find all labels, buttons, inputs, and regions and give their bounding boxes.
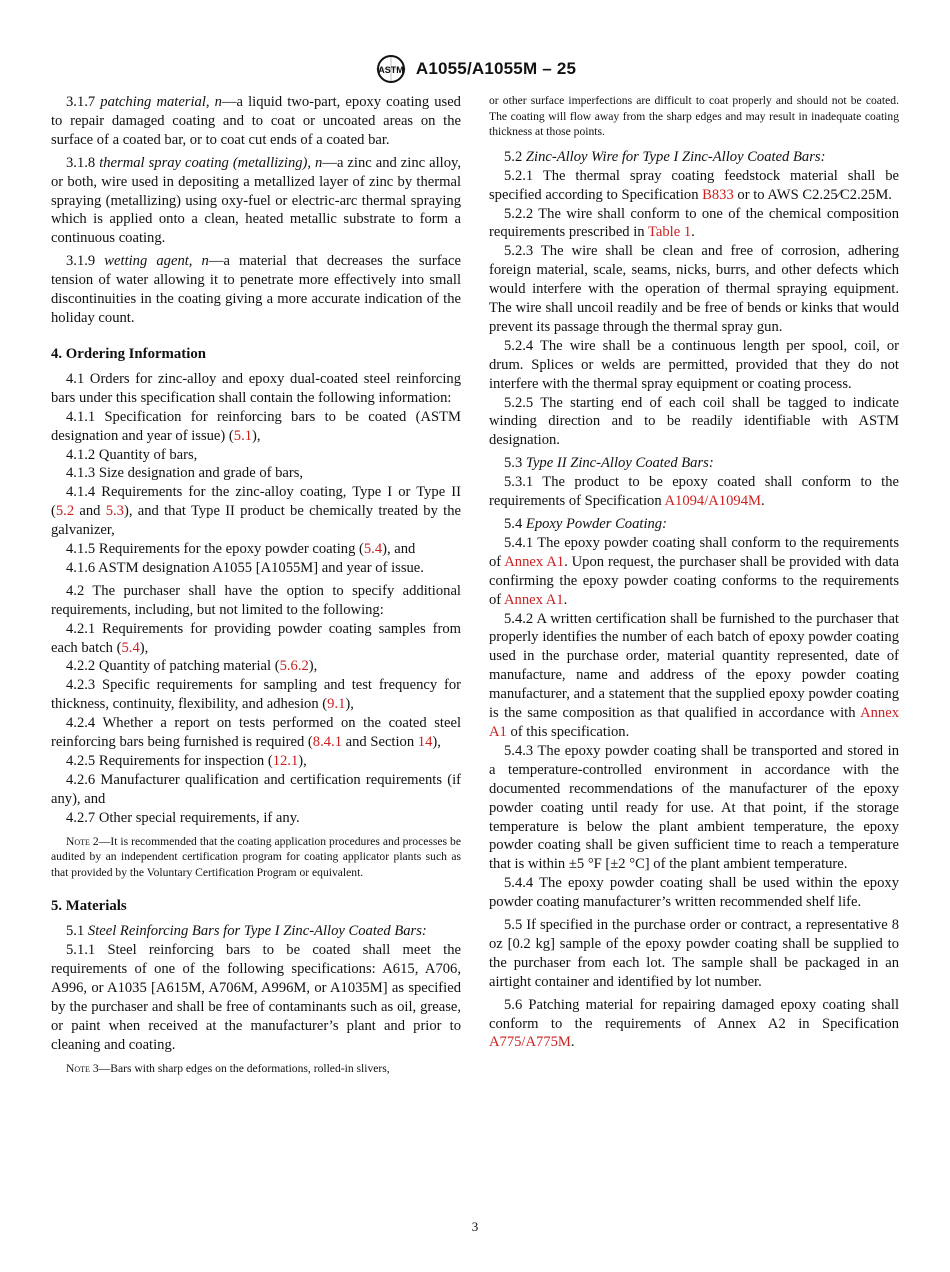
paragraph-5-2-4: 5.2.4 The wire shall be a continuous length per spool, coil, or drum. Splices or welds are permitted, provided that they do not interfere with the thermal spray equipment or coating process. xyxy=(489,337,899,392)
ref-a775-link[interactable]: A775/A775M xyxy=(489,1034,571,1051)
paragraph-5-4-2: 5.4.2 A written certification shall be furnished to the purchaser that properly identifies the number of each batch of epoxy powder coating used in the purchase order, material quantity represented, date of manufacture, name and address of the epoxy powder coating manufacturer, and a statement that the supplied epoxy powder coating is the same composition as that qualified in accordance with Annex A1 of this specification. xyxy=(489,610,899,740)
paragraph-4-1-6: 4.1.6 ASTM designation A1055 [A1055M] and year of issue. xyxy=(66,559,424,576)
left-column xyxy=(51,93,461,1088)
ref-annex-a1-link[interactable]: Annex A1 xyxy=(489,705,899,740)
ref-a1094-link[interactable]: A1094/A1094M xyxy=(664,493,761,510)
paragraph-4-2-3: 4.2.3 Specific requirements for sampling and test frequency for thickness, continuity, flexibility, and adhesion (9.1), xyxy=(51,677,461,713)
ref-annex-a1-link[interactable]: Annex A1 xyxy=(504,553,565,570)
paragraph-4-1: 4.1 Orders for zinc-alloy and epoxy dual-coated steel reinforcing bars under this specification shall contain the following information: xyxy=(51,370,461,406)
paragraph-5-3: 5.3 Type II Zinc-Alloy Coated Bars: xyxy=(504,455,714,472)
ref-b833-link[interactable]: B833 xyxy=(702,186,734,203)
paragraph-5-2-2: 5.2.2 The wire shall conform to one of the chemical composition requirements prescribed in Table 1. xyxy=(489,205,899,241)
paragraph-5-2-1: 5.2.1 The thermal spray coating feedstock material shall be specified according to Specification B833 or to AWS C2.25⁄C2.25M. xyxy=(489,167,899,203)
paragraph-5-2: 5.2 Zinc-Alloy Wire for Type I Zinc-Alloy Coated Bars: xyxy=(504,148,826,165)
paragraph-4-2-2: 4.2.2 Quantity of patching material (5.6.2), xyxy=(66,658,318,675)
paragraph-4-2-6: 4.2.6 Manufacturer qualification and certification requirements (if any), and xyxy=(51,771,461,807)
paragraph-4-2: 4.2 The purchaser shall have the option to specify additional requirements, including, but not limited to the following: xyxy=(51,582,461,618)
paragraph-5-6: 5.6 Patching material for repairing damaged epoxy coating shall conform to the requirements of Annex A2 in Specification A775/A775M. xyxy=(489,996,899,1051)
note-2: Note 2—It is recommended that the coating application procedures and processes be audited by an independent certification program for coating applicator plants such as that provided by the Voluntary Certification Program or equivalent. xyxy=(51,834,461,879)
ref-5-6-2-link[interactable]: 5.6.2 xyxy=(279,658,309,675)
ref-8-4-1-link[interactable]: 8.4.1 xyxy=(312,734,342,751)
paragraph-3-1-7: 3.1.7 patching material, n—a liquid two-part, epoxy coating used to repair damaged coating and to coat or uncoated areas on the surface of a coated bar, or to coat cut ends of a coated bar. xyxy=(51,94,461,148)
paragraph-4-2-4: 4.2.4 Whether a report on tests performed on the coated steel reinforcing bars being furnished is required (8.4.1 and Section 14), xyxy=(51,715,461,751)
ref-5-3-link[interactable]: 5.3 xyxy=(105,503,124,520)
paragraph-4-2-7: 4.2.7 Other special requirements, if any. xyxy=(66,809,300,826)
paragraph-4-2-1: 4.2.1 Requirements for providing powder coating samples from each batch (5.4), xyxy=(51,620,461,656)
paragraph-3-1-8: 3.1.8 thermal spray coating (metallizing), n—a zinc and zinc alloy, or both, wire used in depositing a metallized layer of zinc by thermal spraying (metallizing) using oxy-fuel or electric-arc thermal spraying which is applied onto a clean, heated metallic substrate to form a continuous coating. xyxy=(51,154,461,247)
ref-9-1-link[interactable]: 9.1 xyxy=(327,696,346,713)
paragraph-4-1-5: 4.1.5 Requirements for the epoxy powder coating (5.4), and xyxy=(66,541,416,558)
svg-text:ASTM: ASTM xyxy=(378,65,404,75)
paragraph-5-5: 5.5 If specified in the purchase order or contract, a representative 8 oz [0.2 kg] sample of the epoxy powder coating shall be supplied to the purchaser from each lot. The sample shall be packaged in an airtight container and identified by lot number. xyxy=(489,917,899,990)
paragraph-4-1-3: 4.1.3 Size designation and grade of bars, xyxy=(66,465,304,482)
astm-logo-icon xyxy=(374,54,408,84)
paragraph-5-4-1: 5.4.1 The epoxy powder coating shall conform to the requirements of Annex A1. Upon request, the purchaser shall be provided with data confirming the epoxy powder coating conforms to the requirements of Annex A1. xyxy=(489,534,900,608)
ref-section-14-link[interactable]: 14 xyxy=(417,734,433,751)
ref-5-4-link[interactable]: 5.4 xyxy=(121,639,140,656)
paragraph-5-1: 5.1 Steel Reinforcing Bars for Type I Zinc-Alloy Coated Bars: xyxy=(66,923,427,940)
page-header xyxy=(0,54,950,84)
paragraph-5-2-3: 5.2.3 The wire shall be clean and free of corrosion, adhering foreign material, scale, seams, nicks, burrs, and other defects which would interfere with the operation of thermal spraying equipment. The wire shall uncoil readily and be free of bends or kinks that would prevent its passage through the thermal spray gun. xyxy=(489,243,899,335)
ref-annex-a1-link[interactable]: Annex A1 xyxy=(504,591,564,608)
ref-5-1-link[interactable]: 5.1 xyxy=(233,427,253,444)
paragraph-5-2-5: 5.2.5 The starting end of each coil shall be tagged to indicate winding direction and to be readily identifiable with ASTM designation. xyxy=(489,394,899,449)
paragraph-5-3-1: 5.3.1 The product to be epoxy coated shall conform to the requirements of Specification A1094/A1094M. xyxy=(489,474,899,510)
paragraph-5-4-4: 5.4.4 The epoxy powder coating shall be used within the epoxy powder coating manufacturer’s written recommended shelf life. xyxy=(489,875,899,911)
paragraph-4-1-4: 4.1.4 Requirements for the zinc-alloy coating, Type I or Type II (5.2 and 5.3), and that Type II product be chemically treated by the galvanizer, xyxy=(51,484,461,539)
paragraph-5-4-3: 5.4.3 The epoxy powder coating shall be transported and stored in a temperature-controlled environment in accordance with the documented recommendations of the manufacturer of the epoxy powder coating until ready for use. At that point, if the storage temperature is below the plant ambient temperature, the epoxy powder coating shall be given sufficient time to reach a temperature that is within ±5 °F [±2 °C] of the plant ambient temperature. xyxy=(489,742,899,873)
right-column xyxy=(489,93,899,1052)
ref-5-4-link[interactable]: 5.4 xyxy=(363,541,383,558)
paragraph-5-4: 5.4 Epoxy Powder Coating: xyxy=(504,516,667,532)
paragraph-4-1-2: 4.1.2 Quantity of bars, xyxy=(66,446,198,463)
ref-5-2-link[interactable]: 5.2 xyxy=(55,503,75,520)
page-number: 3 xyxy=(471,1219,479,1234)
ref-12-1-link[interactable]: 12.1 xyxy=(272,753,299,769)
paragraph-3-1-9: 3.1.9 wetting agent, n—a material that decreases the surface tension of water allowing it to penetrate more effectively into small discontinuities in the coating giving a more accurate indication of the holiday count. xyxy=(51,253,461,326)
document-designation: A1055/A1055M – 25 xyxy=(415,59,577,78)
section-heading-materials: 5. Materials xyxy=(51,898,127,915)
note-3: Note 3—Bars with sharp edges on the deformations, rolled-in slivers, xyxy=(66,1061,390,1075)
note-3-continued: or other surface imperfections are difficult to coat properly and should not be coated. The coating will flow away from the sharp edges and may result in inadequate coating thickness at those points. xyxy=(489,94,899,139)
paragraph-4-1-1: 4.1.1 Specification for reinforcing bars to be coated (ASTM designation and year of issue) (5.1), xyxy=(51,408,461,444)
section-heading-ordering: 4. Ordering Information xyxy=(51,345,206,362)
ref-table-1-link[interactable]: Table 1 xyxy=(648,224,692,241)
paragraph-5-1-1: 5.1.1 Steel reinforcing bars to be coated shall meet the requirements of one of the following specifications: A615, A706, A996, or A1035 [A615M, A706M, A996M, or A1035M] as specified by the purchaser and shall be free of contaminants such as oil, grease, or paint when received at the manufacturer’s plant and prior to cleaning and coating. xyxy=(51,942,461,1053)
paragraph-4-2-5: 4.2.5 Requirements for inspection (12.1), xyxy=(66,753,307,769)
